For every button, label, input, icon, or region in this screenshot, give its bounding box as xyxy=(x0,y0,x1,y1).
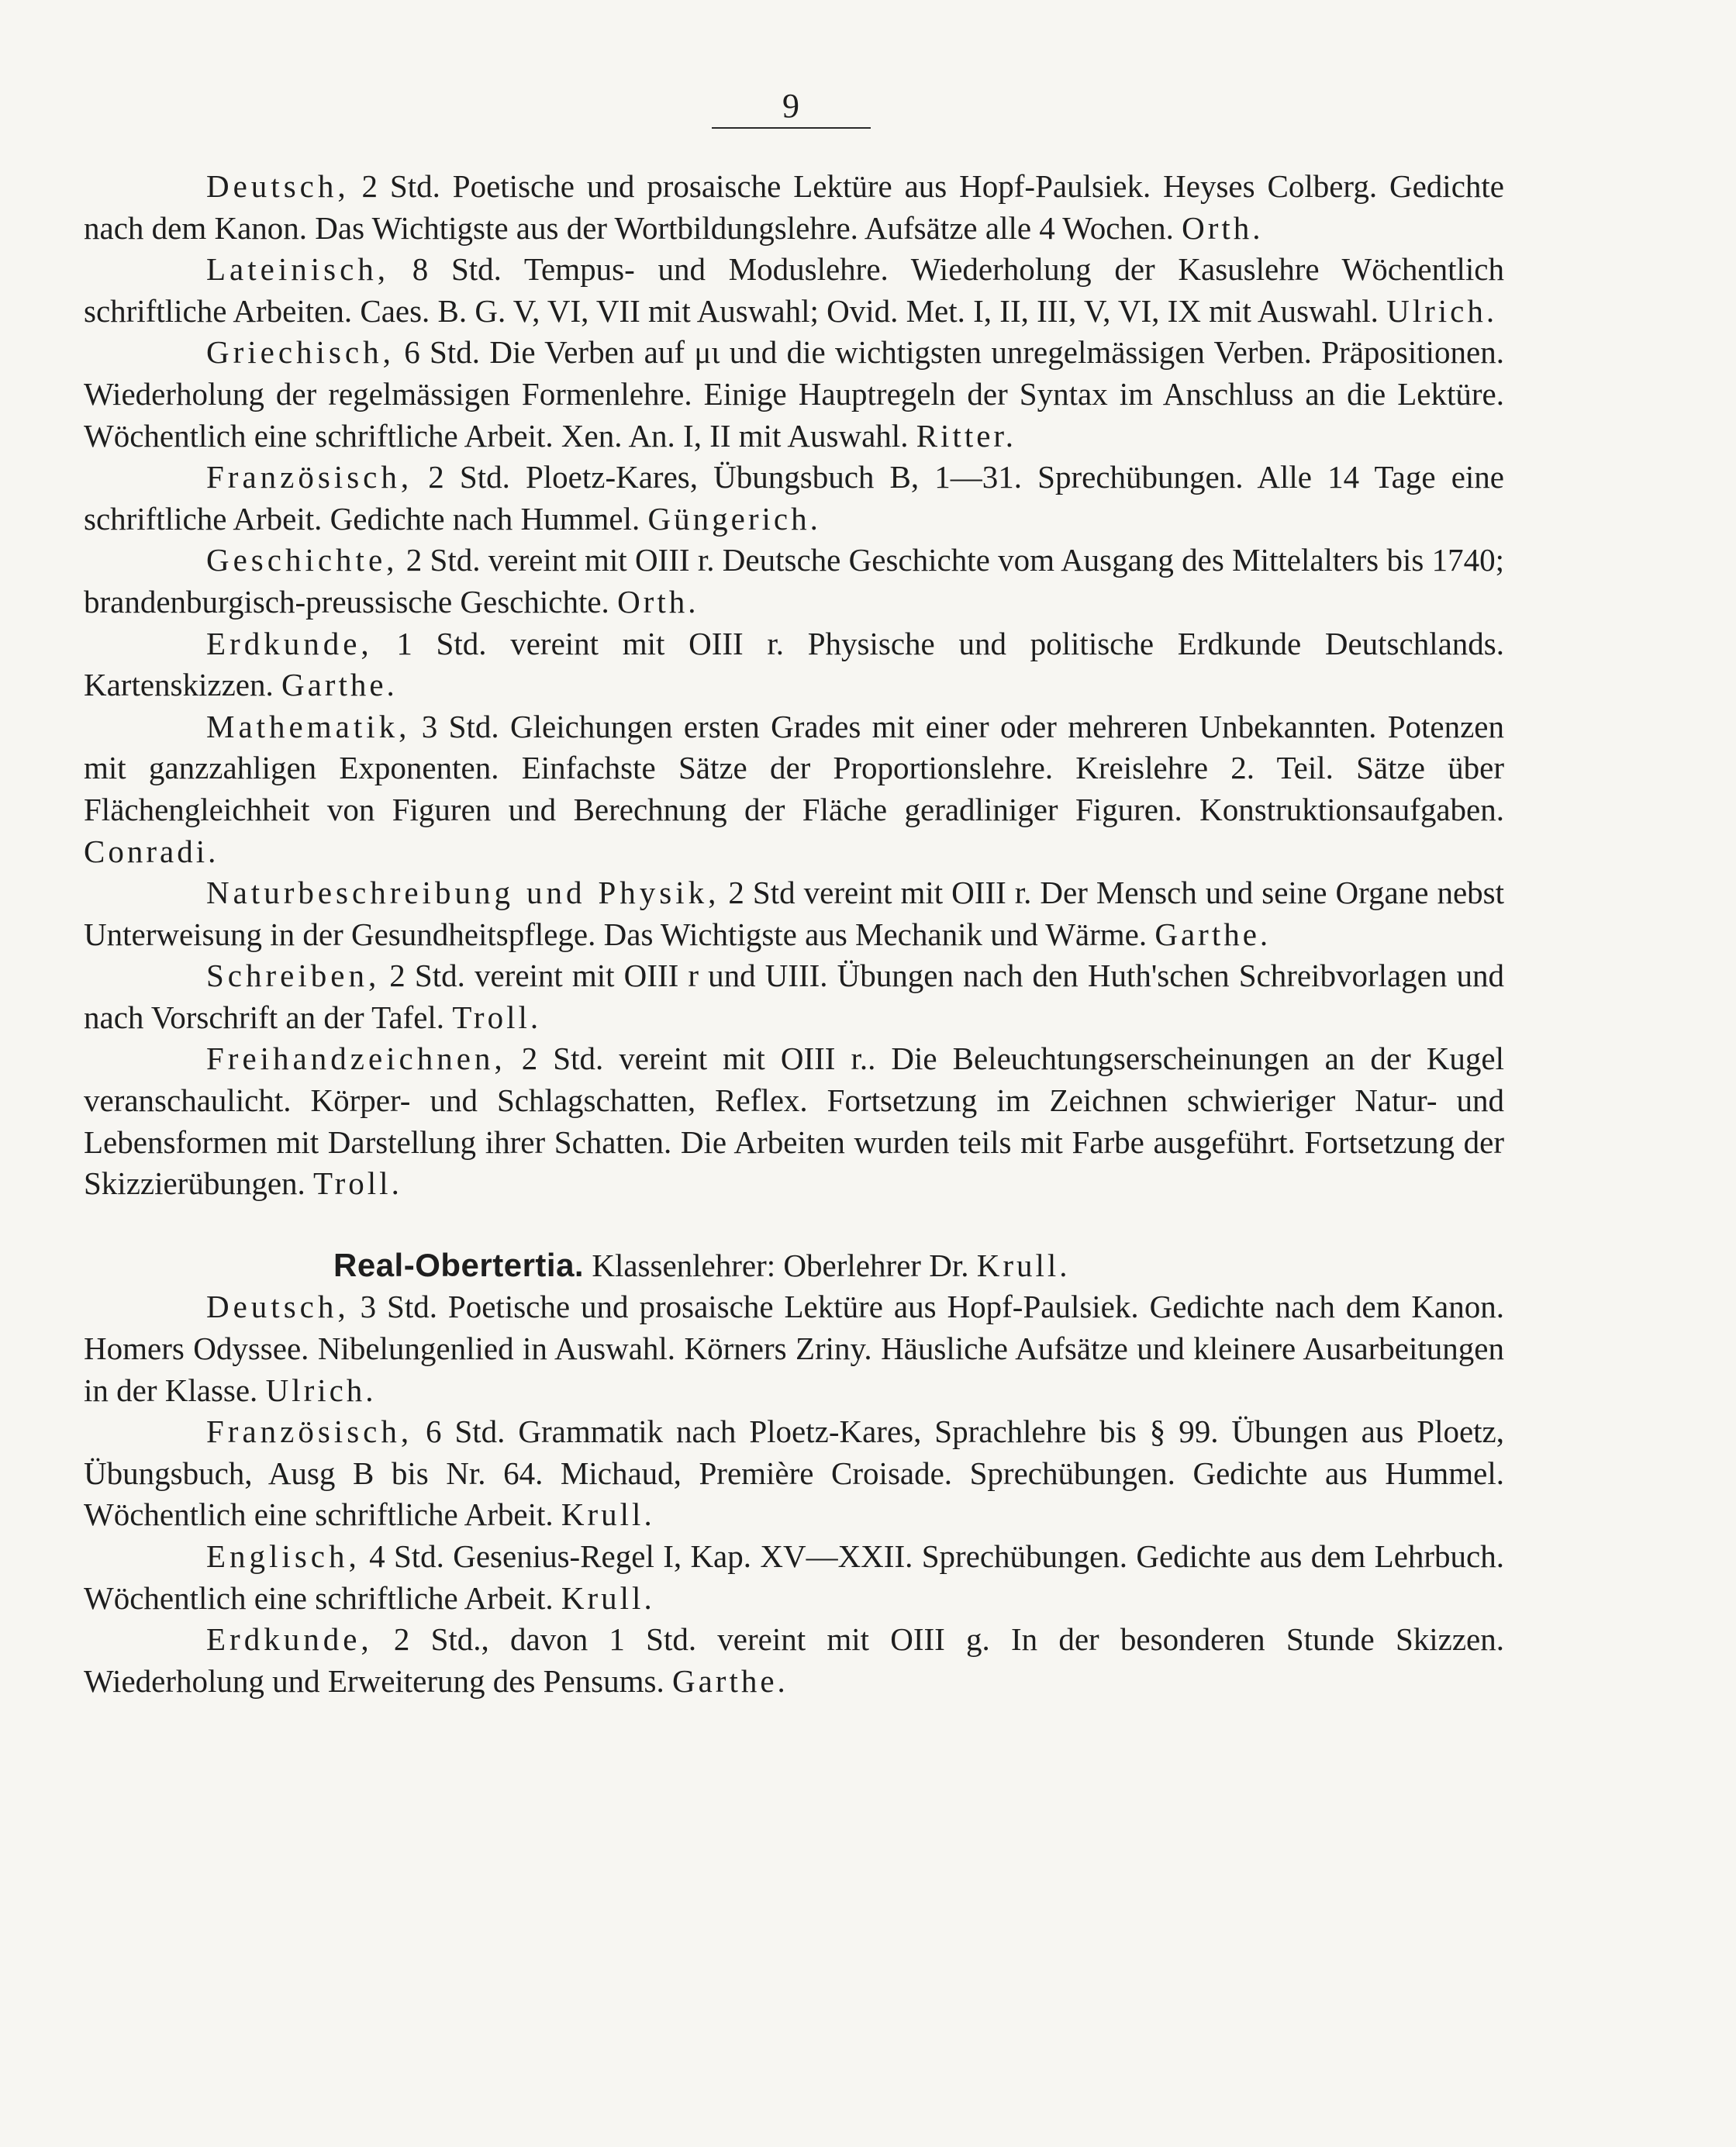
subject-hours: 6 Std. xyxy=(394,334,480,371)
subject-hours: 2 Std xyxy=(720,875,796,911)
subject-hours: 2 Std. xyxy=(412,459,510,495)
subject-hours: 3 Std. xyxy=(349,1289,437,1325)
subject-name: Französisch, xyxy=(206,459,413,495)
subject-description: Gleichungen ersten Grades mit einer oder mehreren Unbekannten. Potenzen mit ganzzahligen Exponenten. Einfachste Sätze der Proportionslehre. Kreislehre 2. Teil. Sätze über Flächengleichheit von Figuren und Berechnung der Fläche geradliniger Figuren. Konstruktionsaufgaben. xyxy=(84,708,1504,827)
subject-name: Erdkunde, xyxy=(206,1621,373,1658)
teacher-name: Güngerich. xyxy=(647,500,821,537)
subject-entry-deutsch xyxy=(84,1286,1504,1411)
class-teacher-label: Klassenlehrer: Oberlehrer Dr. xyxy=(584,1247,969,1283)
teacher-name: Garthe. xyxy=(671,1662,789,1699)
subject-entry-deutsch xyxy=(84,166,1504,249)
subject-name: Erdkunde, xyxy=(206,625,373,661)
teacher-name: Krull. xyxy=(561,1579,655,1616)
subject-description: davon 1 Std. vereint mit OIII g. In der besonderen Stunde Skizzen. Wiederholung und Erweiterung des Pensums. xyxy=(84,1621,1504,1699)
subject-name: Deutsch, xyxy=(206,168,350,204)
subject-entry-geschichte xyxy=(84,540,1504,623)
subject-hours: 2 Std. xyxy=(380,958,465,994)
subject-entry-lateinisch xyxy=(84,249,1504,332)
subject-entry-mathematik xyxy=(84,706,1504,872)
subject-name: Französisch, xyxy=(206,1413,413,1450)
subject-description: Grammatik nach Ploetz-Kares, Sprachlehre bis § 99. Übungen aus Ploetz, Übungsbuch, Ausg B bis Nr. 64. Michaud, Première Croisade. Sprechübungen. Gedichte aus Hummel. Wöchentlich eine schriftliche Arbeit. xyxy=(84,1413,1504,1533)
subject-hours: 8 Std. xyxy=(389,251,502,288)
subject-hours: 6 Std. xyxy=(412,1413,506,1450)
subject-entry-erdkunde xyxy=(84,1619,1504,1702)
subject-description: Ploetz-Kares, Übungsbuch B, 1—31. Sprechübungen. Alle 14 Tage eine schriftliche Arbeit. Gedichte nach Hummel. xyxy=(84,459,1504,537)
teacher-name: Ulrich. xyxy=(265,1372,377,1408)
subject-name: Lateinisch, xyxy=(206,251,390,288)
subject-description: Gesenius-Regel I, Kap. XV—XXII. Sprechübungen. Gedichte aus dem Lehrbuch. Wöchentlich eine schriftliche Arbeit. xyxy=(84,1538,1504,1616)
teacher-name: Garthe. xyxy=(1154,916,1272,952)
class-title: Real-Obertertia. xyxy=(333,1246,585,1283)
class-teacher-name: Krull. xyxy=(976,1247,1071,1283)
page-number-rule xyxy=(712,127,871,129)
teacher-name: Orth. xyxy=(617,583,699,620)
subject-name: Mathematik, xyxy=(206,708,411,744)
subject-hours: 2 Std. xyxy=(349,168,440,204)
subject-entry-schreiben xyxy=(84,955,1504,1038)
subject-name: Deutsch, xyxy=(206,1289,350,1325)
page-number: 9 xyxy=(782,87,799,125)
subject-hours: 2 Std., xyxy=(372,1621,489,1658)
teacher-name: Ritter. xyxy=(916,417,1017,454)
subject-description: Poetische und prosaische Lektüre aus Hopf-Paulsiek. Gedichte nach dem Kanon. Homers Odyssee. Nibelungenlied in Auswahl. Körners Zriny. Häusliche Aufsätze und kleinere Ausarbeitungen in der Klasse. xyxy=(84,1289,1504,1408)
subject-entry-erdkunde xyxy=(84,623,1504,706)
subject-description: vereint mit OIII r.. Die Beleuchtungserscheinungen an der Kugel veranschaulicht. Körper- und Schlagschatten, Reflex. Fortsetzung im Zeichnen schwieriger Natur- und Lebensformen mit Darstellung ihrer Schatten. Die Arbeiten wurden teils mit Farbe ausgeführt. Fortsetzung der Skizzierübungen. xyxy=(84,1041,1504,1202)
subject-name: Englisch, xyxy=(206,1538,361,1574)
teacher-name: Orth. xyxy=(1182,209,1264,246)
subject-name: Freihandzeichnen, xyxy=(206,1041,506,1077)
subject-description: vereint mit OIII r und UIII. Übungen nach den Huth'schen Schreibvorlagen und nach Vorschrift an der Tafel. xyxy=(84,958,1504,1035)
subject-description: vereint mit OIII r. Deutsche Geschichte vom Ausgang des Mittelalters bis 1740; brandenburgisch-preussische Geschichte. xyxy=(84,542,1505,620)
teacher-name: Troll. xyxy=(313,1165,402,1202)
subject-name: Schreiben, xyxy=(206,958,381,994)
teacher-name: Conradi. xyxy=(84,833,219,869)
subject-entry-englisch xyxy=(84,1536,1504,1619)
subject-entry-franzoesisch xyxy=(84,457,1504,540)
subject-entry-franzoesisch xyxy=(84,1411,1504,1536)
subject-name: Griechisch, xyxy=(206,334,395,371)
subject-entry-naturbeschreibung xyxy=(84,872,1504,955)
subject-description: vereint mit OIII r. Der Mensch und seine Organe nebst Unterweisung in der Gesundheitspflege. Das Wichtigste aus Mechanik und Wärme. xyxy=(84,875,1504,952)
subject-hours: 2 Std. xyxy=(506,1041,604,1077)
subject-entry-griechisch xyxy=(84,332,1504,457)
subject-entry-freihandzeichnen xyxy=(84,1038,1504,1204)
teacher-name: Troll. xyxy=(452,999,542,1035)
teacher-name: Krull. xyxy=(561,1496,655,1533)
subject-name: Naturbeschreibung und Physik, xyxy=(206,875,720,911)
page-content xyxy=(84,166,1504,1702)
teacher-name: Ulrich. xyxy=(1386,292,1498,329)
subject-description: Die Verben auf μι und die wichtigsten unregelmässigen Verben. Präpositionen. Wiederholung der regelmässigen Formenlehre. Einige Hauptregeln der Syntax im Anschluss an die Lektüre. Wöchentlich eine schriftliche Arbeit. Xen. An. I, II mit Auswahl. xyxy=(84,334,1504,454)
subject-hours: 2 Std. xyxy=(398,542,481,578)
subject-hours: 4 Std. xyxy=(360,1538,444,1574)
subject-hours: 3 Std. xyxy=(410,708,499,744)
subject-description: vereint mit OIII r. Physische und politische Erdkunde Deutschlands. Kartenskizzen. xyxy=(84,625,1505,703)
teacher-name: Garthe. xyxy=(281,667,398,703)
subject-description: Tempus- und Moduslehre. Wiederholung der Kasuslehre Wöchentlich schriftliche Arbeiten. Caes. B. G. V, VI, VII mit Auswahl; Ovid. Met. I, II, III, V, VI, IX mit Auswahl. xyxy=(84,251,1504,329)
subject-hours: 1 Std. xyxy=(372,625,487,661)
subject-description: Poetische und prosaische Lektüre aus Hopf-Paulsiek. Heyses Colberg. Gedichte nach dem Kanon. Das Wichtigste aus der Wortbildungslehre. Aufsätze alle 4 Wochen. xyxy=(84,168,1504,246)
section-heading xyxy=(84,1244,1504,1287)
subject-name: Geschichte, xyxy=(206,542,399,578)
